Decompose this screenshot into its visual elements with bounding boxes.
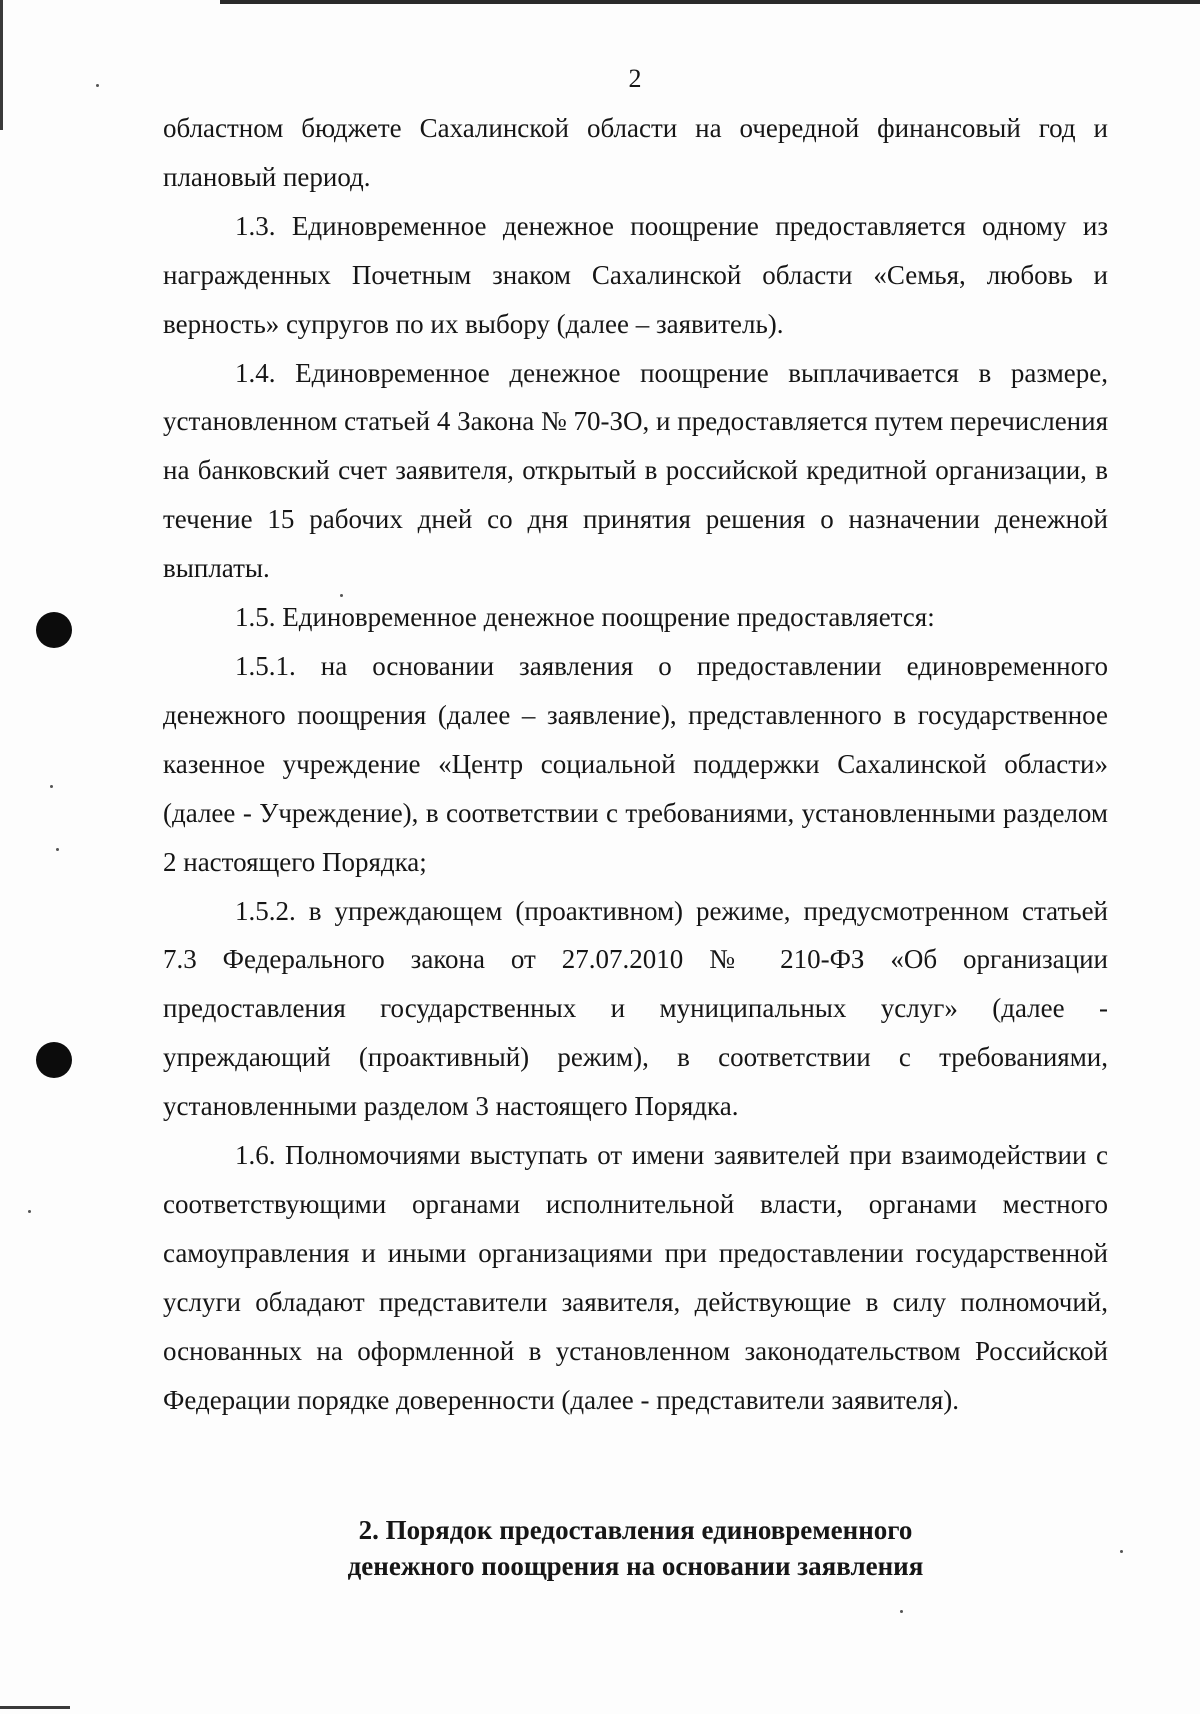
paragraph-1-5-2: 1.5.2. в упреждающем (проактивном) режиме, предусмотренном статьей 7.3 Федерального закона от 27.07.2010 № 210-ФЗ «Об организации предоставления государственных и муниципальных услуг» (далее - упреждающий (проактивный) режим), в соответствии с требованиями, установленными разделом 3 настоящего Порядка.	[163, 895, 1108, 1122]
scan-bottom-mark	[0, 1706, 70, 1709]
section-heading	[163, 1512, 1108, 1584]
paragraph-1-5: 1.5. Единовременное денежное поощрение предоставляется:	[235, 602, 935, 633]
paragraph-continuation: областном бюджете Сахалинской области на очередной финансовый год и плановый период.	[163, 113, 1108, 192]
document-body	[163, 104, 1108, 1424]
section-heading-line-2: денежного поощрения на основании заявления	[347, 1551, 924, 1581]
paragraph-1-5-1: 1.5.1. на основании заявления о предоставлении единовременного денежного поощрения (далее – заявление), представленного в государственное казенное учреждение «Центр социальной поддержки Сахалинской области» (далее - Учреждение), в соответствии с требованиями, установленными разделом 2 настоящего Порядка;	[163, 650, 1108, 877]
scan-speck	[900, 1610, 903, 1613]
paragraph-1-6: 1.6. Полномочиями выступать от имени заявителей при взаимодействии с соответствующими органами исполнительной власти, органами местного самоуправления и иными организациями при предоставлении государственной услуги обладают представители заявителя, действующие в силу полномочий, основанных на оформленной в установленном законодательством Российской Федерации порядке доверенности (далее - представители заявителя).	[163, 1140, 1108, 1415]
scan-top-border	[220, 0, 1200, 4]
punch-hole-upper	[36, 612, 72, 648]
scan-speck	[1120, 1550, 1123, 1553]
scan-speck	[28, 1210, 31, 1213]
paragraph-1-3: 1.3. Единовременное денежное поощрение предоставляется одному из награжденных Почетным знаком Сахалинской области «Семья, любовь и верность» супругов по их выбору (далее – заявитель).	[163, 210, 1108, 339]
scan-speck	[56, 848, 59, 851]
punch-hole-lower	[36, 1042, 72, 1078]
scan-speck	[50, 785, 53, 788]
paragraph-1-4: 1.4. Единовременное денежное поощрение выплачивается в размере, установленном статьей 4 Закона № 70-ЗО, и предоставляется путем перечисления на банковский счет заявителя, открытый в российской кредитной организации, в течение 15 рабочих дней со дня принятия решения о назначении денежной выплаты.	[163, 357, 1108, 584]
page-number: 2	[628, 64, 642, 93]
section-heading-line-1: 2. Порядок предоставления единовременного	[358, 1515, 913, 1545]
